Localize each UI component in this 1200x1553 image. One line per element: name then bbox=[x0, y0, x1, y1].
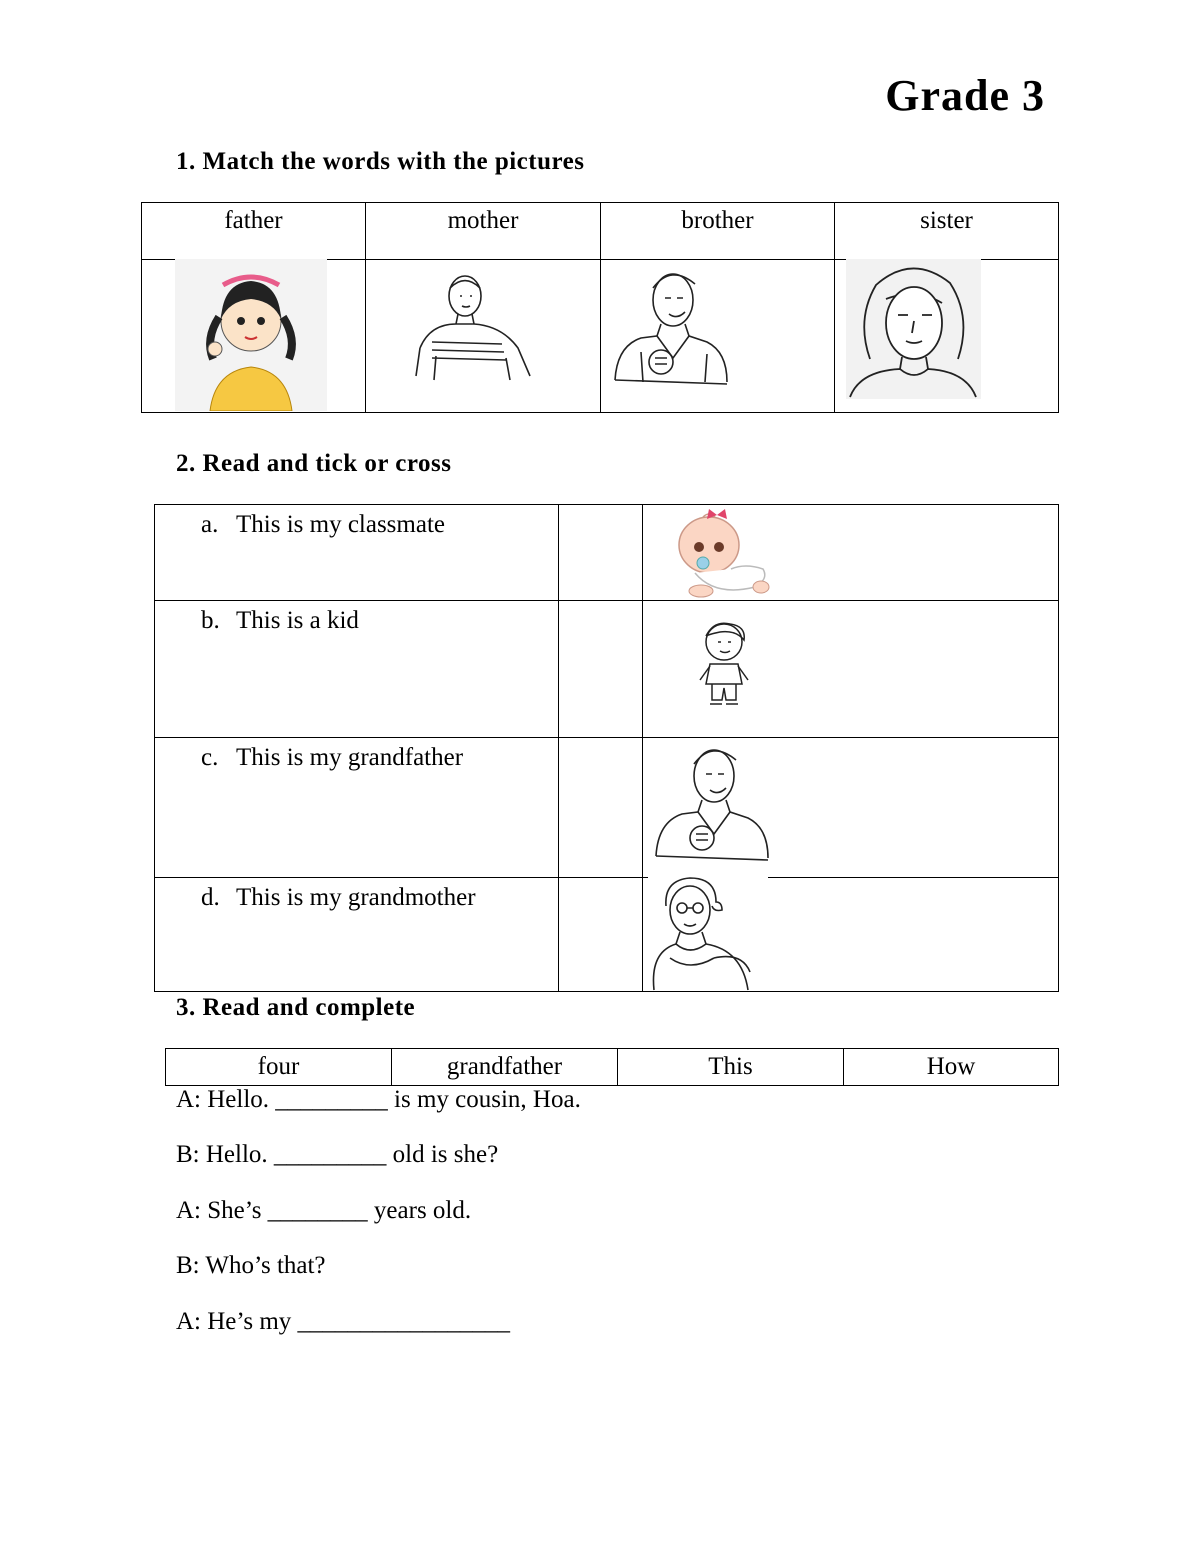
statement-text: This is my grandmother bbox=[236, 884, 476, 911]
word-bank-four: four bbox=[166, 1049, 392, 1086]
table-row bbox=[155, 505, 1059, 601]
section3-heading: 3. Read and complete bbox=[176, 994, 416, 1021]
statement-letter: a. bbox=[201, 511, 219, 538]
statement-letter: d. bbox=[201, 884, 220, 911]
grandfather-picture bbox=[652, 740, 772, 868]
section2-heading: 2. Read and tick or cross bbox=[176, 450, 452, 477]
grade-title: Grade 3 bbox=[885, 71, 1045, 120]
word-bank-grandfather: grandfather bbox=[392, 1049, 618, 1086]
word-father: father bbox=[224, 207, 283, 234]
answer-box-b[interactable] bbox=[559, 601, 643, 738]
baby-picture bbox=[665, 507, 775, 599]
statement-cell-b bbox=[155, 601, 559, 738]
grandfather-picture bbox=[611, 262, 731, 392]
tick-cross-table bbox=[154, 504, 1059, 992]
statement-letter: c. bbox=[201, 744, 219, 771]
statement-cell-c bbox=[155, 738, 559, 878]
dialogue-line-1: A: Hello. _________ is my cousin, Hoa. bbox=[176, 1086, 581, 1113]
answer-box-a[interactable] bbox=[559, 505, 643, 601]
table-row bbox=[155, 601, 1059, 738]
answer-box-d[interactable] bbox=[559, 878, 643, 992]
girl-picture bbox=[175, 259, 327, 411]
word-cell-brother bbox=[601, 203, 835, 260]
word-cell-father bbox=[142, 203, 366, 260]
word-sister: sister bbox=[920, 207, 973, 234]
statement-text: This is my grandfather bbox=[236, 744, 464, 771]
word-cell-mother bbox=[366, 203, 601, 260]
table-row bbox=[155, 878, 1059, 992]
word-bank-table bbox=[165, 1048, 1059, 1086]
section1-heading: 1. Match the words with the pictures bbox=[176, 148, 585, 175]
word-brother: brother bbox=[681, 207, 754, 234]
dialogue-line-2: B: Hello. _________ old is she? bbox=[176, 1141, 499, 1168]
boy-picture bbox=[690, 618, 760, 713]
woman-picture bbox=[846, 259, 981, 399]
statement-cell-a bbox=[155, 505, 559, 601]
statement-text: This is my classmate bbox=[236, 511, 445, 538]
word-cell-sister bbox=[835, 203, 1059, 260]
man-picture bbox=[410, 268, 540, 383]
statement-cell-d bbox=[155, 878, 559, 992]
table-row bbox=[155, 738, 1059, 878]
word-bank-this: This bbox=[618, 1049, 844, 1086]
answer-box-c[interactable] bbox=[559, 738, 643, 878]
word-mother: mother bbox=[447, 207, 519, 234]
dialogue-line-3: A: She’s ________ years old. bbox=[176, 1197, 472, 1224]
statement-text: This is a kid bbox=[236, 607, 359, 634]
statement-letter: b. bbox=[201, 607, 220, 634]
dialogue-line-5: A: He’s my _________________ bbox=[176, 1308, 511, 1335]
dialogue-line-4: B: Who’s that? bbox=[176, 1252, 326, 1279]
grandmother-picture bbox=[650, 872, 765, 992]
word-bank-how: How bbox=[844, 1049, 1059, 1086]
